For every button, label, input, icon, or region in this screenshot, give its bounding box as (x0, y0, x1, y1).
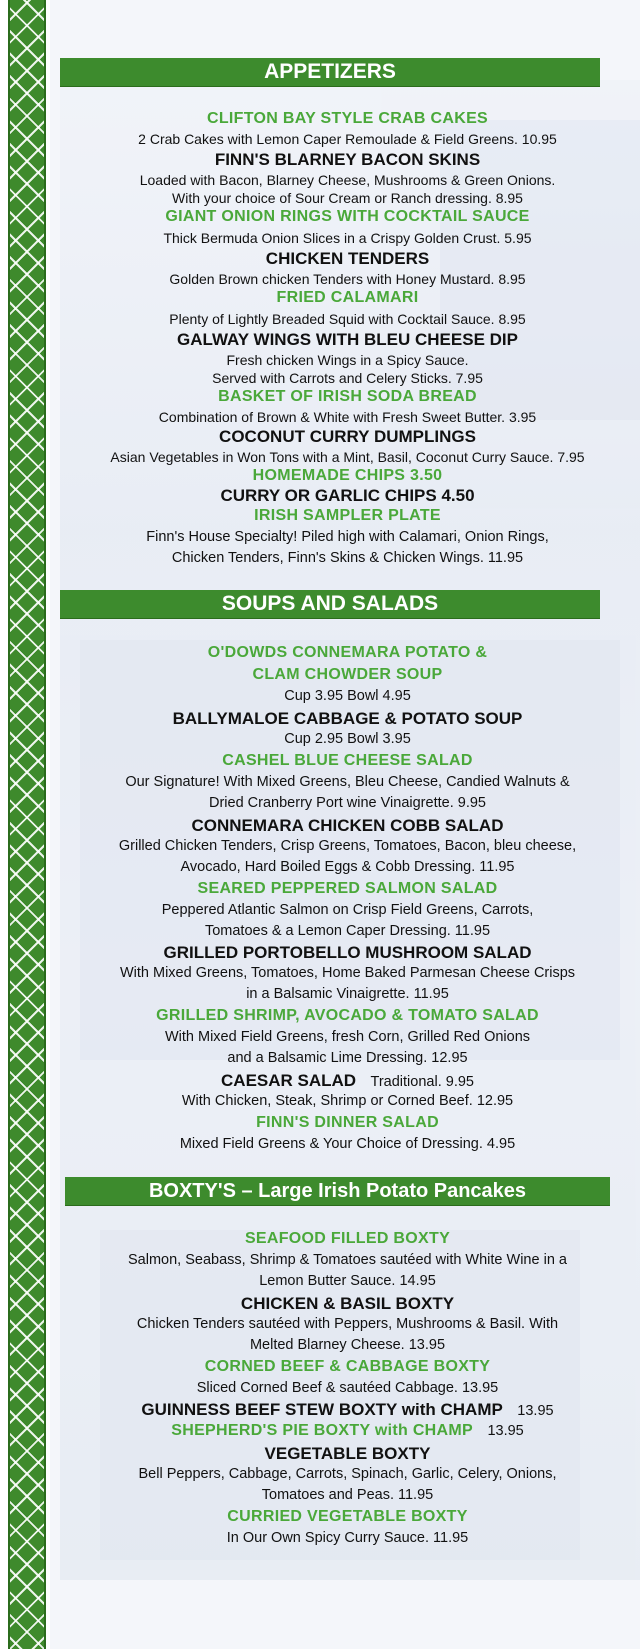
item-desc: With Mixed Field Greens, fresh Corn, Grilled Red Onions (164, 1029, 531, 1045)
item-title: BALLYMALOE CABBAGE & POTATO SOUP (172, 709, 523, 728)
item-title: FINN'S BLARNEY BACON SKINS (214, 150, 481, 169)
item-desc: in a Balsamic Vinaigrette. 11.95 (246, 986, 449, 1002)
celtic-knot-band (8, 0, 46, 1649)
item-title: CLAM CHOWDER SOUP (252, 666, 443, 683)
item-desc: Combination of Brown & White with Fresh Sweet Butter. 3.95 (158, 409, 537, 425)
item-title: SEAFOOD FILLED BOXTY (244, 1230, 451, 1247)
item-desc: With Chicken, Steak, Shrimp or Corned Beef. 12.95 (181, 1093, 514, 1109)
item-title: CLIFTON BAY STYLE CRAB CAKES (206, 110, 489, 127)
item-title: GRILLED PORTOBELLO MUSHROOM SALAD (163, 943, 532, 962)
item-title: HOMEMADE CHIPS 3.50 (252, 467, 443, 484)
item-desc: Cup 2.95 Bowl 3.95 (284, 731, 411, 747)
item-desc: Golden Brown chicken Tenders with Honey Mustard. 8.95 (169, 271, 526, 287)
item-desc: In Our Own Spicy Curry Sauce. 11.95 (226, 1530, 469, 1546)
item-desc: Served with Carrots and Celery Sticks. 7.95 (212, 370, 483, 386)
item-desc: Loaded with Bacon, Blarney Cheese, Mushrooms & Green Onions. (139, 172, 556, 188)
item-desc: Tomatoes and Peas. 11.95 (261, 1487, 434, 1503)
item-desc: Salmon, Seabass, Shrimp & Tomatoes sautéed with White Wine in a (128, 1252, 567, 1268)
shepherds-line (60, 1422, 635, 1440)
item-desc: Mixed Field Greens & Your Choice of Dressing. 4.95 (179, 1136, 516, 1152)
item-title: GALWAY WINGS WITH BLEU CHEESE DIP (177, 330, 518, 349)
item-desc: Chicken Tenders sautéed with Peppers, Mushrooms & Basil. With (136, 1316, 559, 1332)
item-title: CHICKEN & BASIL BOXTY (240, 1294, 455, 1313)
item-desc: Finn's House Specialty! Piled high with Calamari, Onion Rings, (146, 529, 549, 545)
item-price: 13.95 (517, 1403, 554, 1419)
item-title: CORNED BEEF & CABBAGE BOXTY (204, 1358, 491, 1375)
item-title: CONNEMARA CHICKEN COBB SALAD (191, 816, 504, 835)
item-title: CASHEL BLUE CHEESE SALAD (222, 752, 473, 769)
item-desc: 2 Crab Cakes with Lemon Caper Remoulade & Field Greens. 10.95 (138, 131, 557, 147)
item-desc: Plenty of Lightly Breaded Squid with Cocktail Sauce. 8.95 (169, 311, 526, 327)
item-desc: With your choice of Sour Cream or Ranch dressing. 8.95 (172, 190, 523, 206)
guinness-line (60, 1400, 635, 1420)
item-desc: and a Balsamic Lime Dressing. 12.95 (227, 1050, 468, 1066)
item-desc: Chicken Tenders, Finn's Skins & Chicken Wings. 11.95 (171, 550, 524, 566)
item-price: 13.95 (487, 1423, 524, 1439)
item-desc: Tomatoes & a Lemon Caper Dressing. 11.95 (204, 923, 491, 939)
item-title: COCONUT CURRY DUMPLINGS (219, 427, 476, 446)
item-desc: Melted Blarney Cheese. 13.95 (249, 1337, 446, 1353)
item-desc: Peppered Atlantic Salmon on Crisp Field Greens, Carrots, (161, 902, 534, 918)
item-desc: Grilled Chicken Tenders, Crisp Greens, Tomatoes, Bacon, bleu cheese, (118, 838, 577, 854)
item-desc: Dried Cranberry Port wine Vinaigrette. 9.95 (209, 795, 486, 811)
item-desc: Avocado, Hard Boiled Eggs & Cobb Dressing. 11.95 (180, 859, 515, 875)
item-desc: Sliced Corned Beef & sautéed Cabbage. 13.95 (196, 1380, 499, 1396)
item-title: CAESAR SALAD (221, 1071, 357, 1090)
caesar-line (60, 1071, 635, 1091)
item-title: SEARED PEPPERED SALMON SALAD (197, 880, 498, 897)
item-title: FRIED CALAMARI (276, 289, 419, 306)
item-desc: Bell Peppers, Cabbage, Carrots, Spinach, Garlic, Celery, Onions, (138, 1466, 557, 1482)
item-title: CURRY OR GARLIC CHIPS 4.50 (220, 486, 475, 505)
item-title: IRISH SAMPLER PLATE (254, 507, 441, 524)
section-header-soups-salads: SOUPS AND SALADS (60, 590, 600, 618)
section-header-boxty: BOXTY'S – Large Irish Potato Pancakes (65, 1177, 610, 1205)
item-desc: Fresh chicken Wings in a Spicy Sauce. (226, 352, 469, 368)
item-title: VEGETABLE BOXTY (264, 1444, 431, 1463)
item-title: SHEPHERD'S PIE BOXTY with CHAMP (171, 1422, 473, 1439)
item-desc: Cup 3.95 Bowl 4.95 (284, 688, 411, 704)
item-title: GIANT ONION RINGS WITH COCKTAIL SAUCE (165, 208, 530, 225)
item-title: GRILLED SHRIMP, AVOCADO & TOMATO SALAD (156, 1007, 539, 1024)
item-title: CURRIED VEGETABLE BOXTY (227, 1508, 468, 1525)
item-desc: Our Signature! With Mixed Greens, Bleu Cheese, Candied Walnuts & (125, 774, 570, 790)
section-header-appetizers: APPETIZERS (60, 58, 600, 86)
item-note: Traditional. 9.95 (370, 1074, 474, 1090)
item-desc: Asian Vegetables in Won Tons with a Mint, Basil, Coconut Curry Sauce. 7.95 (110, 449, 585, 465)
item-title: BASKET OF IRISH SODA BREAD (218, 388, 477, 405)
item-title: CHICKEN TENDERS (265, 249, 430, 268)
item-desc: Lemon Butter Sauce. 14.95 (259, 1273, 436, 1289)
item-desc: Thick Bermuda Onion Slices in a Crispy Golden Crust. 5.95 (163, 230, 532, 246)
item-desc: With Mixed Greens, Tomatoes, Home Baked Parmesan Cheese Crisps (119, 965, 576, 981)
celtic-knot-border (0, 0, 50, 1649)
item-title: GUINNESS BEEF STEW BOXTY with CHAMP (141, 1400, 503, 1419)
item-title: FINN'S DINNER SALAD (256, 1114, 439, 1131)
item-title: O'DOWDS CONNEMARA POTATO & (207, 644, 488, 661)
